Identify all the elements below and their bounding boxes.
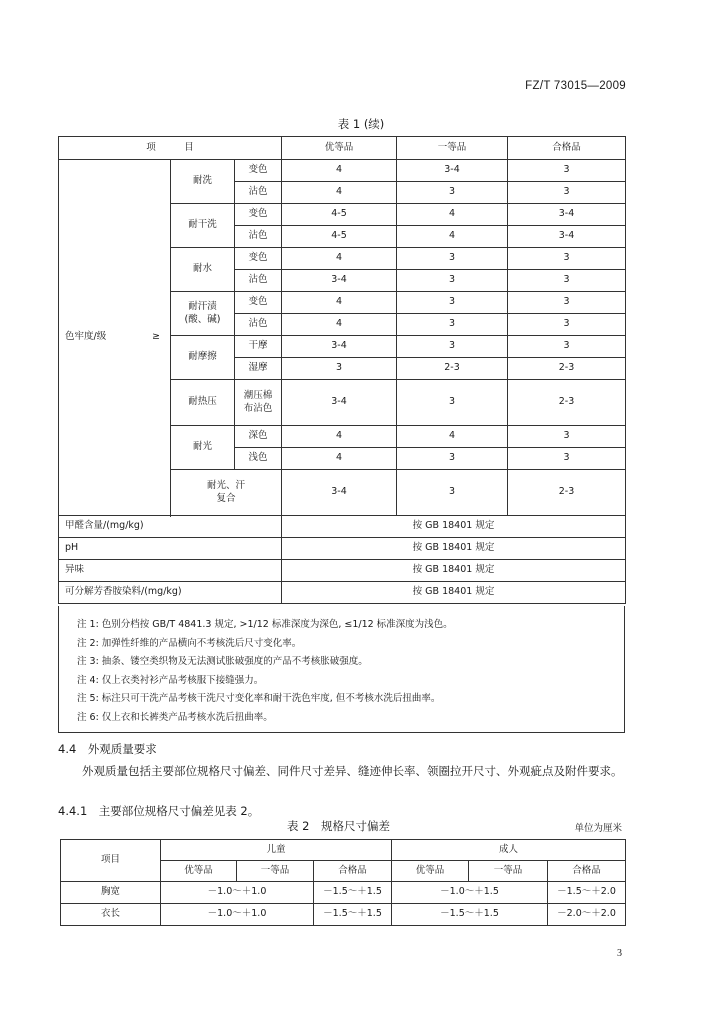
- group-wash: 耐洗: [171, 160, 235, 204]
- value-cell: 3: [397, 270, 508, 292]
- page-number: 3: [617, 948, 622, 959]
- value-cell: 3-4: [282, 470, 397, 516]
- table1: [58, 136, 626, 604]
- value-cell: －1.5～＋1.5: [314, 882, 392, 904]
- sub-label: 变色: [235, 292, 282, 314]
- value-cell: 2-3: [508, 380, 626, 426]
- row-label: 衣长: [61, 904, 161, 926]
- value-cell: －1.0～＋1.5: [392, 882, 548, 904]
- sub-label: 干摩: [235, 336, 282, 358]
- group-dryclean: 耐干洗: [171, 204, 235, 248]
- note-4: 注 4: 仅上衣类衬衫产品考核服下接缝强力。: [77, 674, 264, 686]
- table1-header-grade2: 一等品: [397, 137, 508, 160]
- extra-row-label: pH: [59, 538, 282, 560]
- grade-header: 优等品: [161, 861, 237, 882]
- value-cell: 3: [508, 336, 626, 358]
- table-row: [59, 160, 626, 182]
- table2-unit: 单位为厘米: [574, 823, 622, 834]
- value-cell: 2-3: [397, 358, 508, 380]
- sub-label: 潮压棉 布沾色: [235, 380, 282, 426]
- table1-header-row: [59, 137, 626, 160]
- category-operator: ≥: [152, 331, 160, 343]
- value-cell: 3-4: [397, 160, 508, 182]
- group-lightsweat: 耐光、汗 复合: [171, 470, 282, 516]
- group-light: 耐光: [171, 426, 235, 470]
- value-cell: 4: [282, 292, 397, 314]
- sub-label: 沾色: [235, 182, 282, 204]
- table2-header-row: [61, 840, 626, 861]
- table1-header-grade1: 优等品: [282, 137, 397, 160]
- grade-header: 一等品: [469, 861, 548, 882]
- value-cell: 3: [397, 292, 508, 314]
- standard-code: FZ/T 73015—2009: [525, 80, 626, 92]
- value-cell: 3: [282, 358, 397, 380]
- value-cell: 4: [397, 426, 508, 448]
- value-cell: 3: [397, 248, 508, 270]
- note-1: 注 1: 色别分档按 GB/T 4841.3 规定, >1/12 标准深度为深色, ≤1/12 标准深度为浅色。: [77, 619, 453, 630]
- value-cell: －1.5～＋2.0: [548, 882, 626, 904]
- sub-label: 湿摩: [235, 358, 282, 380]
- value-cell: －1.0～＋1.0: [161, 882, 314, 904]
- value-cell: 4-5: [282, 204, 397, 226]
- extra-row-label: 异味: [59, 560, 282, 582]
- value-cell: 3: [397, 336, 508, 358]
- category-cell: [59, 160, 171, 516]
- value-cell: 3: [508, 248, 626, 270]
- value-cell: 3: [397, 314, 508, 336]
- value-cell: 2-3: [508, 358, 626, 380]
- value-cell: 4: [282, 160, 397, 182]
- extra-row-label: 可分解芳香胺染料/(mg/kg): [59, 582, 282, 604]
- value-cell: 3-4: [282, 270, 397, 292]
- extra-row-value: 按 GB 18401 规定: [282, 582, 626, 604]
- value-cell: 4: [282, 182, 397, 204]
- grade-header: 一等品: [237, 861, 314, 882]
- value-cell: 3: [397, 380, 508, 426]
- value-cell: 3: [508, 426, 626, 448]
- value-cell: 4: [282, 314, 397, 336]
- value-cell: 3: [508, 292, 626, 314]
- table1-caption: 表 1 (续): [337, 117, 385, 131]
- value-cell: 3-4: [282, 380, 397, 426]
- note-2: 注 2: 加弹性纤维的产品横向不考核洗后尺寸变化率。: [77, 637, 302, 649]
- note-6: 注 6: 仅上衣和长裤类产品考核水洗后扭曲率。: [77, 711, 273, 723]
- table-row: [61, 904, 626, 926]
- sub-label: 变色: [235, 204, 282, 226]
- value-cell: 3-4: [282, 336, 397, 358]
- extra-row-value: 按 GB 18401 规定: [282, 538, 626, 560]
- value-cell: 3: [508, 182, 626, 204]
- table2-caption: 表 2 规格尺寸偏差: [287, 819, 390, 833]
- grade-header: 优等品: [392, 861, 469, 882]
- table-row: [61, 882, 626, 904]
- extra-row-label: 甲醛含量/(mg/kg): [59, 516, 282, 538]
- value-cell: 4: [397, 226, 508, 248]
- value-cell: 3: [508, 270, 626, 292]
- value-cell: 2-3: [508, 470, 626, 516]
- value-cell: 3: [397, 182, 508, 204]
- extra-row-value: 按 GB 18401 规定: [282, 516, 626, 538]
- sub-label: 沾色: [235, 270, 282, 292]
- value-cell: －2.0～＋2.0: [548, 904, 626, 926]
- table-row: [59, 560, 626, 582]
- note-3: 注 3: 抽条、镂空类织物及无法测试胀破强度的产品不考核胀破强度。: [77, 656, 368, 667]
- sub-label: 浅色: [235, 448, 282, 470]
- value-cell: 3: [397, 470, 508, 516]
- value-cell: 4: [397, 204, 508, 226]
- grade-header: 合格品: [548, 861, 626, 882]
- sub-label: 变色: [235, 248, 282, 270]
- value-cell: 3: [508, 160, 626, 182]
- table1-header-item: 项 目: [59, 137, 282, 160]
- table-row: [59, 538, 626, 560]
- category-label: 色牢度/级: [65, 331, 107, 343]
- value-cell: 3: [397, 448, 508, 470]
- extra-row-value: 按 GB 18401 规定: [282, 560, 626, 582]
- group-water: 耐水: [171, 248, 235, 292]
- table2-header-children: 儿童: [161, 840, 392, 861]
- table2: [60, 839, 626, 926]
- value-cell: 4-5: [282, 226, 397, 248]
- value-cell: 4: [282, 426, 397, 448]
- value-cell: 3-4: [508, 204, 626, 226]
- table1-header-grade3: 合格品: [508, 137, 626, 160]
- sub-label: 变色: [235, 160, 282, 182]
- group-hotpress: 耐热压: [171, 380, 235, 426]
- value-cell: 4: [282, 248, 397, 270]
- table2-header-item: 项目: [61, 840, 161, 882]
- value-cell: －1.0～＋1.0: [161, 904, 314, 926]
- value-cell: 3-4: [508, 226, 626, 248]
- group-sweat: 耐汗渍 (酸、碱): [171, 292, 235, 336]
- sub-label: 沾色: [235, 226, 282, 248]
- sub-label: 沾色: [235, 314, 282, 336]
- value-cell: －1.5～＋1.5: [392, 904, 548, 926]
- grade-header: 合格品: [314, 861, 392, 882]
- group-rub: 耐摩擦: [171, 336, 235, 380]
- table-row: [59, 516, 626, 538]
- value-cell: 3: [508, 314, 626, 336]
- value-cell: －1.5～＋1.5: [314, 904, 392, 926]
- value-cell: 4: [282, 448, 397, 470]
- section-4-4-heading: 4.4 外观质量要求: [58, 742, 157, 756]
- table-row: [59, 582, 626, 604]
- sub-label: 深色: [235, 426, 282, 448]
- note-5: 注 5: 标注只可干洗产品考核干洗尺寸变化率和耐干洗色牢度, 但不考核水洗后扭曲率。: [77, 693, 441, 704]
- table2-header-adult: 成人: [392, 840, 626, 861]
- value-cell: 3: [508, 448, 626, 470]
- row-label: 胸宽: [61, 882, 161, 904]
- section-4-4-1-heading: 4.4.1 主要部位规格尺寸偏差见表 2。: [58, 804, 260, 818]
- table1-notes: [58, 606, 625, 733]
- section-4-4-paragraph: 外观质量包括主要部位规格尺寸偏差、同件尺寸差异、缝迹伸长率、领圈拉开尺寸、外观疵点及附件要求。: [82, 764, 623, 778]
